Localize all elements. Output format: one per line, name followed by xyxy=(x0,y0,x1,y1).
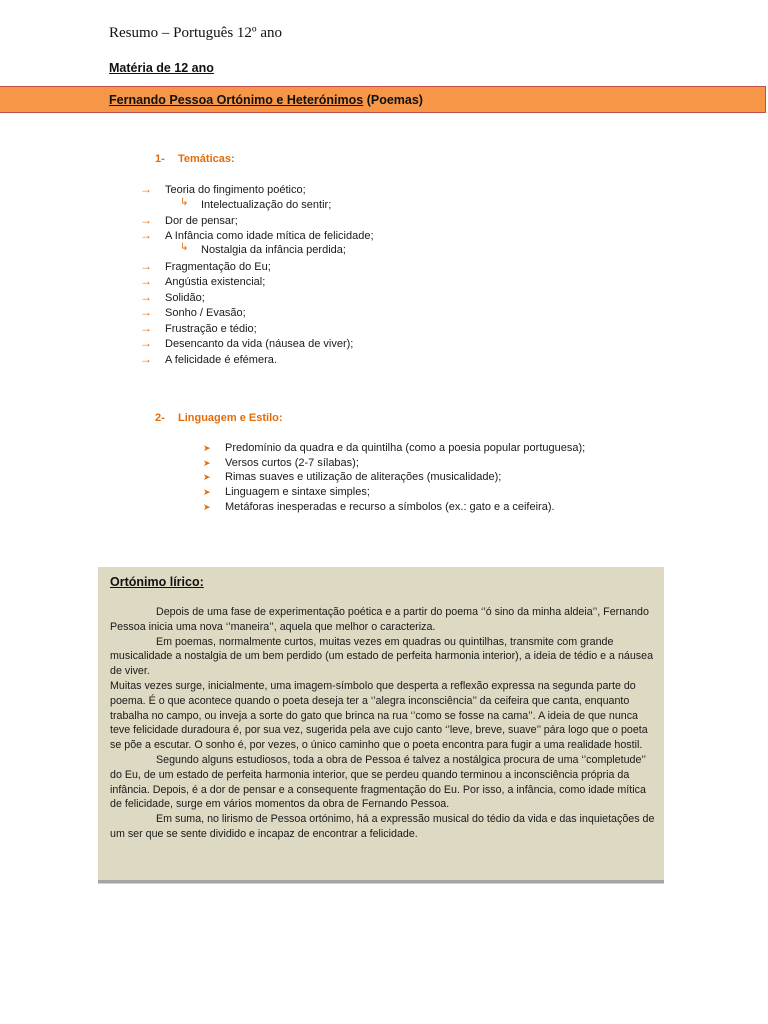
list-item: Versos curtos (2-7 sílabas); xyxy=(225,457,359,469)
list-item: Angústia existencial; xyxy=(165,276,266,288)
box-title: Ortónimo lírico: xyxy=(110,575,204,589)
box-body xyxy=(110,605,655,842)
arrowhead-bullet-icon: ➤ xyxy=(203,458,211,468)
arrow-icon: → xyxy=(140,213,152,227)
arrowhead-bullet-icon: ➤ xyxy=(203,487,211,497)
section-1-number: 1- xyxy=(155,153,165,165)
subject-title: Matéria de 12 ano xyxy=(109,61,214,75)
document-header: Resumo – Português 12º ano xyxy=(109,25,282,41)
sub-list-item: Intelectualização do sentir; xyxy=(201,199,332,211)
list-item: A felicidade é efémera. xyxy=(165,354,277,366)
list-item: Solidão; xyxy=(165,292,205,304)
box-paragraph: Segundo alguns estudiosos, toda a obra de Pessoa é talvez a nostálgica procura de uma ‘’completude’’ do Eu, de um estado de perfeita harmonia interior, que se perdeu quando terminou a inconsciência própria da infância. Depois, é a dor de pensar e a consequente fragmentação do Eu. Por isso, a infância, como idade mítica de felicidade, surge em vários momentos da obra de Fernando Pessoa. xyxy=(110,753,646,811)
sub-arrow-icon: ↳ xyxy=(180,242,189,253)
list-item: Rimas suaves e utilização de aliterações (musicalidade); xyxy=(225,471,502,483)
arrow-icon: → xyxy=(140,352,152,366)
arrowhead-bullet-icon: ➤ xyxy=(203,502,211,512)
banner-title-rest: (Poemas) xyxy=(363,93,423,107)
arrow-icon: → xyxy=(140,290,152,304)
ortonimo-box xyxy=(98,567,664,883)
list-item: Frustração e tédio; xyxy=(165,323,257,335)
box-paragraph: Em suma, no lirismo de Pessoa ortónimo, há a expressão musical do tédio da vida e das inquietações de um ser que se sente dividido e incapaz de encontrar a felicidade. xyxy=(110,813,655,840)
arrow-icon: → xyxy=(140,259,152,273)
sub-arrow-icon: ↳ xyxy=(180,197,189,208)
list-item: A Infância como idade mítica de felicidade; xyxy=(165,230,374,242)
list-item: Desencanto da vida (náusea de viver); xyxy=(165,338,354,350)
list-item: Linguagem e sintaxe simples; xyxy=(225,486,370,498)
arrow-icon: → xyxy=(140,336,152,350)
list-item: Metáforas inesperadas e recurso a símbolos (ex.: gato e a ceifeira). xyxy=(225,501,555,513)
section-1-heading xyxy=(155,153,235,165)
section-2-title: Linguagem e Estilo: xyxy=(178,412,283,424)
arrowhead-bullet-icon: ➤ xyxy=(203,472,211,482)
list-item: Teoria do fingimento poético; xyxy=(165,184,306,196)
topic-banner xyxy=(0,86,766,113)
list-item: Fragmentação do Eu; xyxy=(165,261,271,273)
arrow-icon: → xyxy=(140,274,152,288)
section-1-title: Temáticas: xyxy=(178,153,235,165)
sub-list-item: Nostalgia da infância perdida; xyxy=(201,244,346,256)
box-paragraph: Depois de uma fase de experimentação poética e a partir do poema ‘’ó sino da minha aldeia’’, Fernando Pessoa inicia uma nova ‘’maneira’’, aquela que melhor o caracteriza. xyxy=(110,606,649,633)
arrow-icon: → xyxy=(140,228,152,242)
arrow-icon: → xyxy=(140,182,152,196)
box-paragraph: Muitas vezes surge, inicialmente, uma imagem-símbolo que desperta a reflexão expressa na segunda parte do poema. É o que acontece quando o poeta deseja ter a ‘’alegra inconsciência’’ da ceifeira que canta, enquanto trabalha no campo, ou inveja a sorte do gato que brinca na rua ‘’como se fosse na cama’’. A ideia de que nunca teve felicidade duradoura é, por sua vez, sugerida pela ave cujo canto ‘’leve, breve, suave’’ pára logo que o poeta se põe a escutar. O sonho é, por vezes, o único caminho que o poeta encontra para fugir a uma realidade hostil. xyxy=(110,679,648,752)
banner-title-underlined: Fernando Pessoa Ortónimo e Heterónimos xyxy=(109,93,364,107)
section-2-number: 2- xyxy=(155,412,165,424)
box-paragraph: Em poemas, normalmente curtos, muitas vezes em quadras ou quintilhas, transmite com grande musicalidade a nostalgia de um bem perdido (um estado de perfeita harmonia interior), a ideia de tédio e a náusea de viver. xyxy=(110,635,654,678)
list-item: Predomínio da quadra e da quintilha (como a poesia popular portuguesa); xyxy=(225,442,586,454)
section-2-heading xyxy=(155,412,283,424)
arrow-icon: → xyxy=(140,305,152,319)
list-item: Sonho / Evasão; xyxy=(165,307,246,319)
list-item: Dor de pensar; xyxy=(165,215,238,227)
arrow-icon: → xyxy=(140,321,152,335)
arrowhead-bullet-icon: ➤ xyxy=(203,443,211,453)
banner-title xyxy=(109,93,423,107)
